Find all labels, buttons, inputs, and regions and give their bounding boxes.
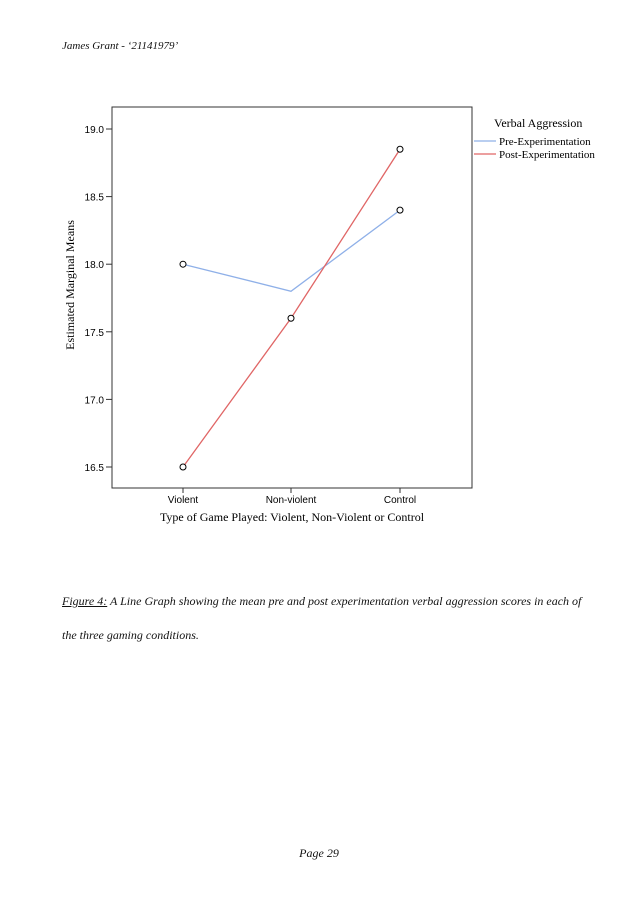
legend-title: Verbal Aggression	[494, 116, 583, 130]
series-2-point	[288, 315, 294, 321]
x-tick-label: Violent	[167, 495, 199, 506]
y-tick-label: 16.5	[84, 463, 104, 474]
x-axis-label: Type of Game Played: Violent, Non-Violent or Control	[159, 510, 425, 524]
y-tick-label: 17.5	[84, 327, 104, 339]
series-2-point	[180, 464, 186, 470]
series-1-point	[180, 261, 186, 267]
series-group	[180, 146, 403, 470]
x-tick-label: Non-violent	[265, 495, 317, 506]
page-header: James Grant - ‘21141979’	[62, 40, 179, 52]
x-axis	[168, 488, 416, 506]
figure-label: Figure 4:	[62, 594, 108, 608]
y-axis-label: Estimated Marginal Means	[63, 220, 77, 350]
figure-caption	[62, 584, 582, 652]
series-line-1	[183, 210, 400, 291]
series-2-point	[397, 146, 403, 152]
legend-label: Pre-Experimentation	[499, 136, 591, 148]
page-number: Page 29	[299, 846, 339, 860]
legend	[474, 116, 595, 161]
series-line-2	[183, 149, 400, 467]
plot-frame	[112, 107, 472, 488]
y-tick-label: 19.0	[84, 125, 104, 136]
caption-text: A Line Graph showing the mean pre and post experimentation verbal aggression scores in each of the three gaming conditions.	[62, 594, 582, 642]
x-tick-label: Control	[383, 495, 417, 506]
y-tick-label: 17.0	[84, 395, 104, 407]
legend-label: Post-Experimentation	[499, 149, 595, 161]
y-tick-label: 18.5	[84, 192, 104, 204]
series-1-point	[397, 207, 403, 213]
y-tick-label: 18.0	[84, 260, 104, 272]
y-axis	[85, 125, 112, 474]
